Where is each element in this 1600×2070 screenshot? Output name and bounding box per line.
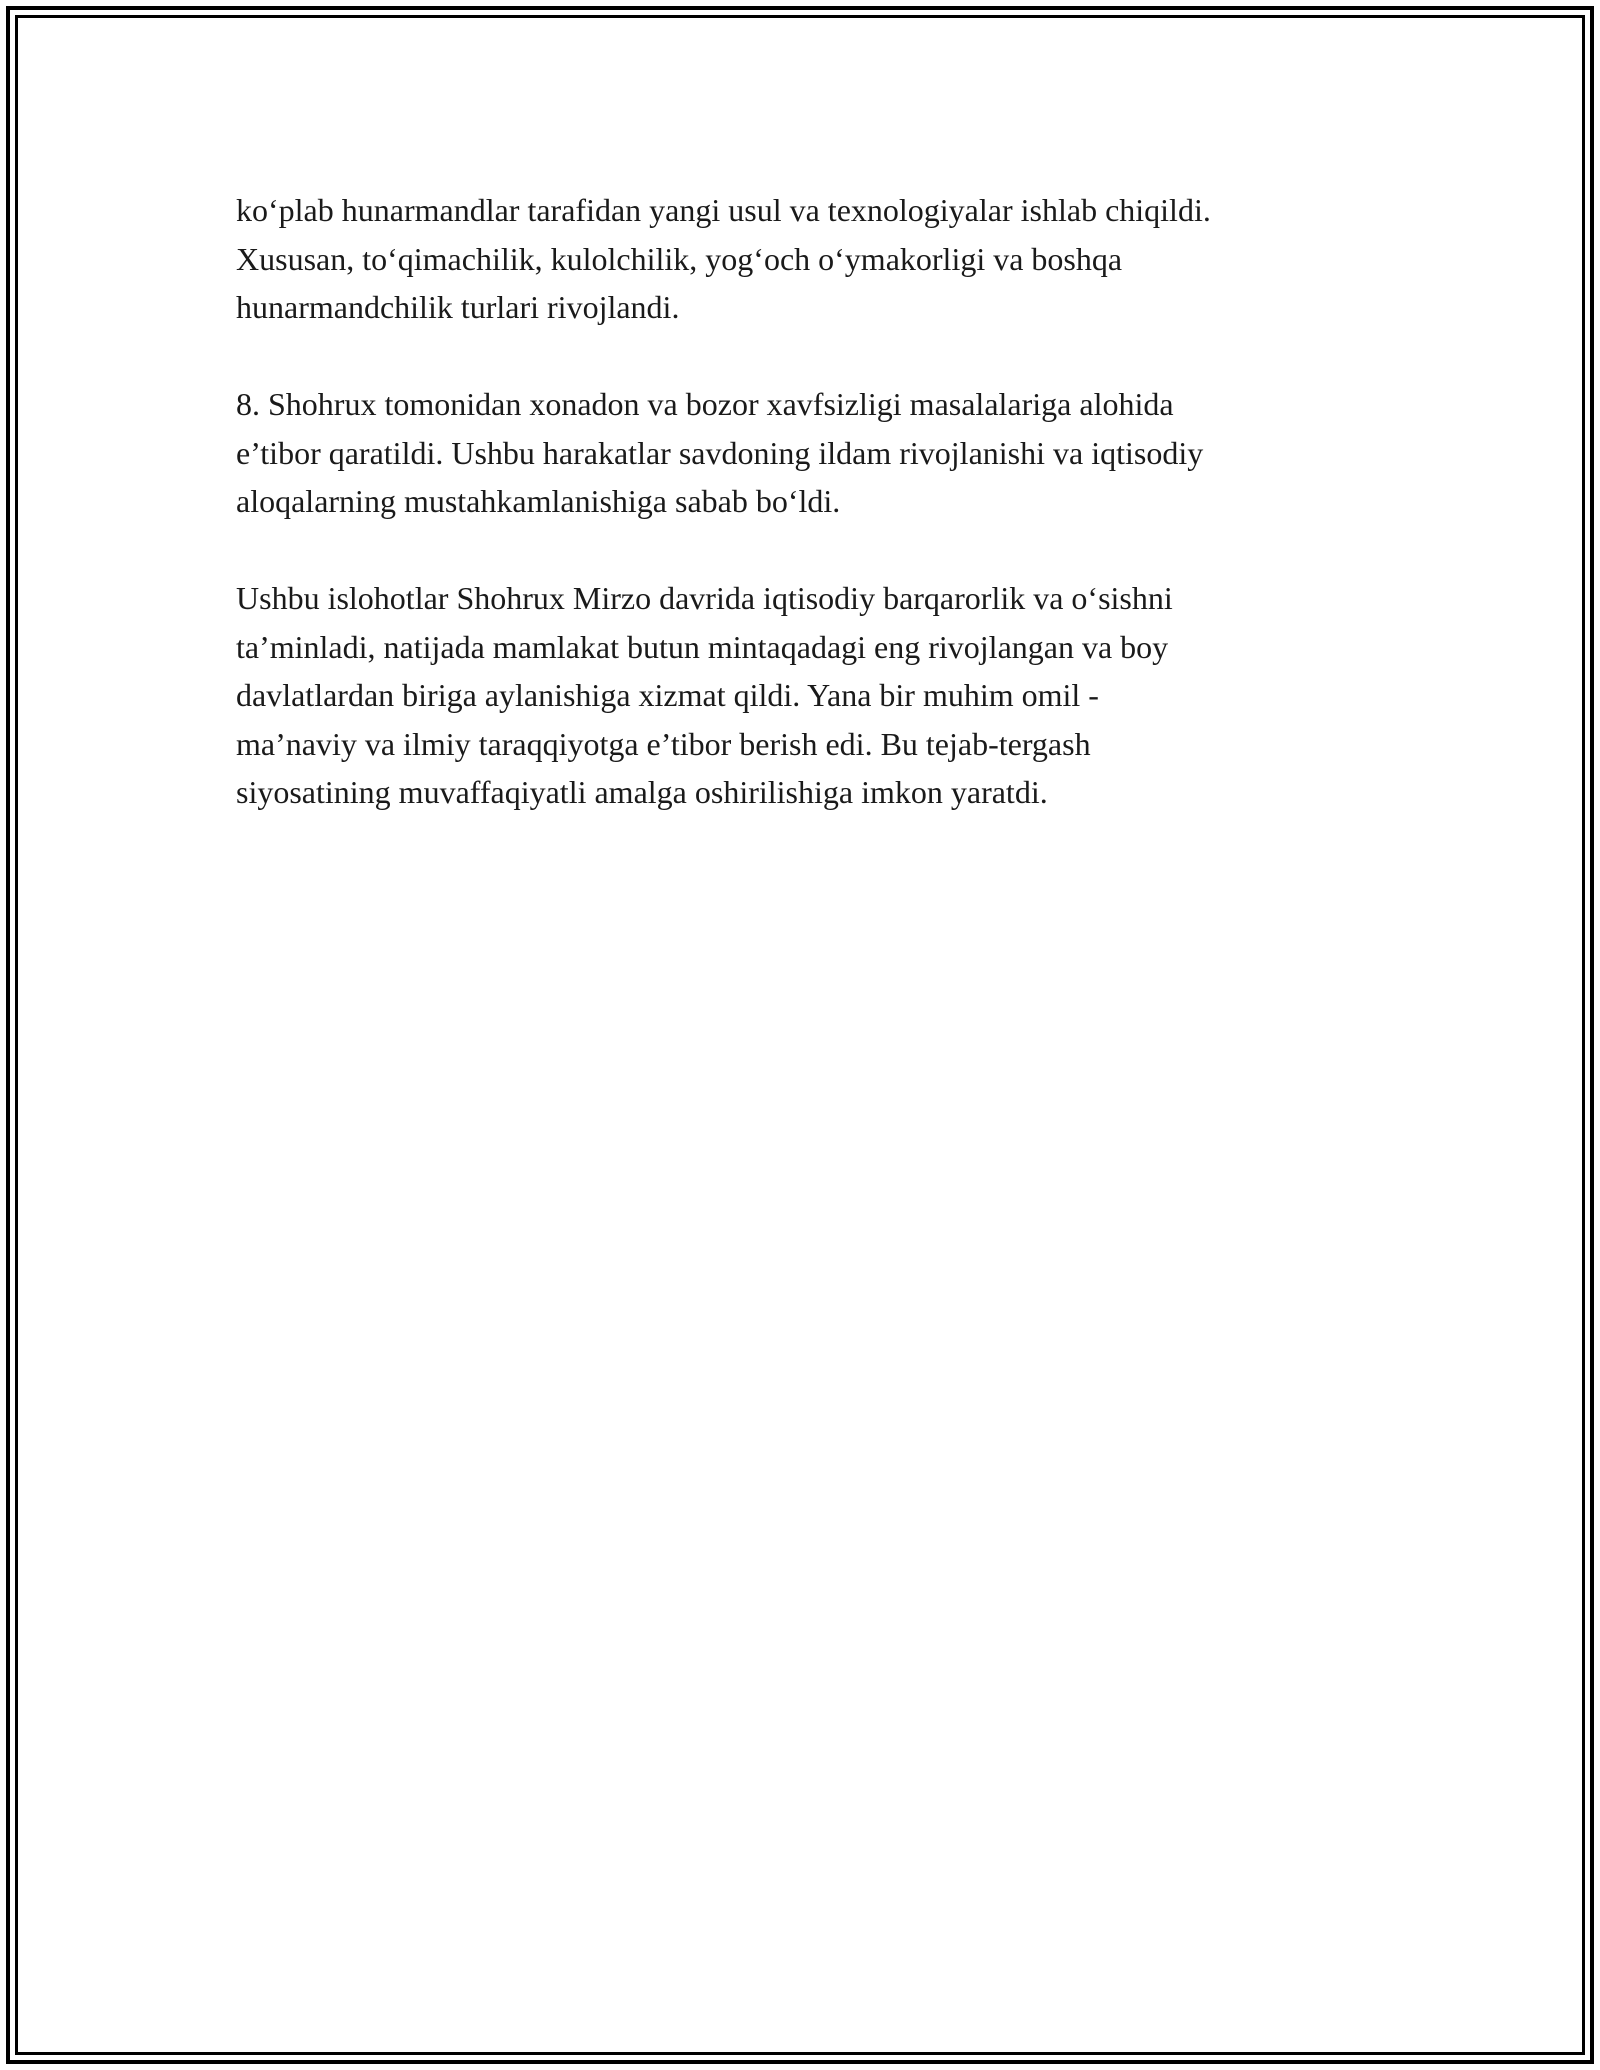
document-body (236, 186, 1376, 865)
text-line: aloqalarning mustahkamlanishiga sabab bo‘ldi. (236, 483, 841, 519)
text-line: ma’naviy va ilmiy taraqqiyotga e’tibor berish edi. Bu tejab-tergash (236, 725, 1091, 762)
text-line: Xususan, to‘qimachilik, kulolchilik, yog‘och o‘ymakorligi va boshqa (236, 240, 1123, 277)
text-line: ko‘plab hunarmandlar tarafidan yangi usul va texnologiyalar ishlab chiqildi. (236, 192, 1211, 228)
text-line: siyosatining muvaffaqiyatli amalga oshirilishiga imkon yaratdi. (236, 774, 1048, 810)
text-line: Ushbu islohotlar Shohrux Mirzo davrida iqtisodiy barqarorlik va o‘sishni (236, 580, 1173, 616)
paragraph-security (236, 380, 1376, 526)
paragraph-conclusion (236, 574, 1376, 817)
text-line: ta’minladi, natijada mamlakat butun mintaqadagi eng rivojlangan va boy (236, 628, 1169, 665)
text-line: hunarmandchilik turlari rivojlandi. (236, 289, 680, 325)
text-line: e’tibor qaratildi. Ushbu harakatlar savdoning ildam rivojlanishi va iqtisodiy (236, 434, 1204, 471)
paragraph-crafts (236, 186, 1376, 332)
text-line: 8. Shohrux tomonidan xonadon va bozor xavfsizligi masalalariga alohida (236, 386, 1174, 422)
text-line: davlatlardan biriga aylanishiga xizmat qildi. Yana bir muhim omil - (236, 677, 1099, 713)
